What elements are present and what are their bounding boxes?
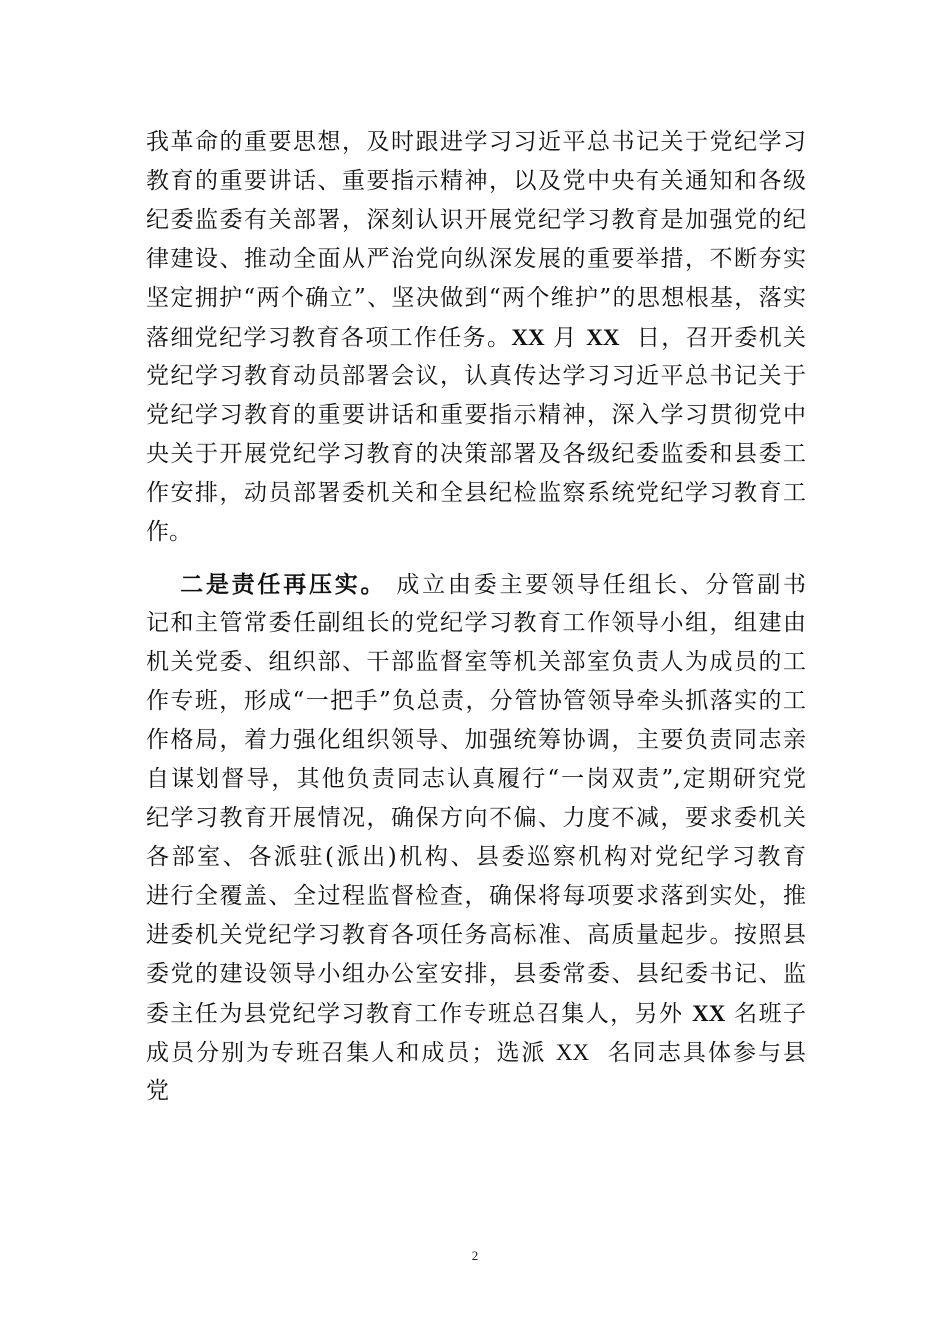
text-segment: 党纪学习教育的重要讲话和重要指示精神，深入学习贯彻党中 — [146, 402, 806, 428]
text-segment: 纪学习教育开展情况，确保方向不偏、力度不减，要求委机关 — [146, 805, 806, 831]
text-line — [146, 123, 806, 162]
text-segment: 委主任为县党纪学习教育工作专班总召集人，另外 — [146, 1001, 693, 1027]
text-segment: 纪委监委有关部署，深刻认识开展党纪学习教育是加强党的纪 — [146, 207, 806, 233]
text-line — [146, 994, 806, 1033]
text-segment: 党 — [146, 1078, 169, 1104]
text-line — [146, 682, 806, 721]
text-segment: 落细党纪学习教育各项工作任务。 — [146, 325, 512, 351]
text-segment: 各部室、各派驻(派出)机构、县委巡察机构对党纪学习教育 — [146, 844, 806, 870]
page-number: 2 — [471, 1248, 479, 1263]
text-segment: 作安排，动员部署委机关和全县纪检监察系统党纪学习教育工 — [146, 480, 806, 506]
text-segment: 作专班，形成“一把手”负总责，分管协管领导牵头抓落实的工 — [146, 688, 806, 714]
text-segment: 教育的重要讲话、重要指示精神，以及党中央有关通知和各级 — [146, 168, 806, 194]
text-segment: 律建设、推动全面从严治党向纵深发展的重要举措，不断夯实 — [146, 246, 806, 272]
text-segment: 名班子 — [725, 1001, 806, 1027]
text-segment: XX — [555, 1040, 590, 1065]
text-segment: 月 — [544, 325, 587, 351]
text-segment: 成员分别为专班召集人和成员；选派 — [146, 1040, 556, 1066]
text-line — [146, 279, 806, 318]
text-segment: 党纪学习教育动员部署会议，认真传达学习习近平总书记关于 — [146, 363, 806, 389]
text-line — [146, 877, 806, 916]
text-segment: 委党的建设领导小组办公室安排，县委常委、县纪委书记、监 — [146, 961, 806, 987]
text-segment: 日，召开委机关 — [619, 325, 806, 351]
text-line — [146, 435, 806, 474]
text-segment: 作。 — [146, 519, 192, 545]
text-segment: 作格局，着力强化组织领导、加强统筹协调，主要负责同志亲 — [146, 727, 806, 753]
text-line — [146, 1072, 806, 1111]
text-segment: 名同志具体参与县 — [589, 1040, 806, 1066]
text-line — [146, 474, 806, 513]
text-line — [146, 357, 806, 396]
text-segment: 坚定拥护“两个确立”、坚决做到“两个维护”的思想根基，落实 — [146, 285, 806, 311]
text-segment: 机关党委、组织部、干部监督室等机关部室负责人为成员的工 — [146, 649, 806, 675]
text-line — [146, 1033, 806, 1072]
text-segment: 记和主管常委任副组长的党纪学习教育工作领导小组，组建由 — [146, 610, 806, 636]
text-segment: 进行全覆盖、全过程监督检查，确保将每项要求落到实处，推 — [146, 883, 806, 909]
text-line — [146, 604, 806, 643]
text-line — [146, 760, 806, 799]
text-segment: 央关于开展党纪学习教育的决策部署及各级纪委监委和县委工 — [146, 441, 806, 467]
text-line — [146, 916, 806, 955]
text-line — [146, 838, 806, 877]
bold-text-segment: 二是责任再压实。 — [146, 572, 387, 597]
text-line — [146, 721, 806, 760]
bold-text-segment: XX — [692, 1001, 726, 1026]
text-segment: 进委机关党纪学习教育各项任务高标准、高质量起步。按照县 — [146, 922, 806, 948]
text-segment: 成立由委主要领导任组长、分管副书 — [386, 572, 806, 598]
bold-text-segment: XX — [511, 325, 545, 350]
paragraph-2 — [146, 565, 806, 1111]
paragraph-1 — [146, 123, 806, 552]
text-line — [146, 396, 806, 435]
text-line — [146, 955, 806, 994]
text-line — [146, 513, 806, 552]
bold-text-segment: XX — [586, 325, 620, 350]
text-segment: 自谋划督导，其他负责同志认真履行“一岗双责”,定期研究党 — [146, 766, 806, 792]
text-line — [146, 799, 806, 838]
text-line — [146, 565, 806, 604]
text-line — [146, 318, 806, 357]
text-segment: 我革命的重要思想，及时跟进学习习近平总书记关于党纪学习 — [146, 129, 806, 155]
text-line — [146, 201, 806, 240]
text-line — [146, 240, 806, 279]
text-line — [146, 643, 806, 682]
text-line — [146, 162, 806, 201]
